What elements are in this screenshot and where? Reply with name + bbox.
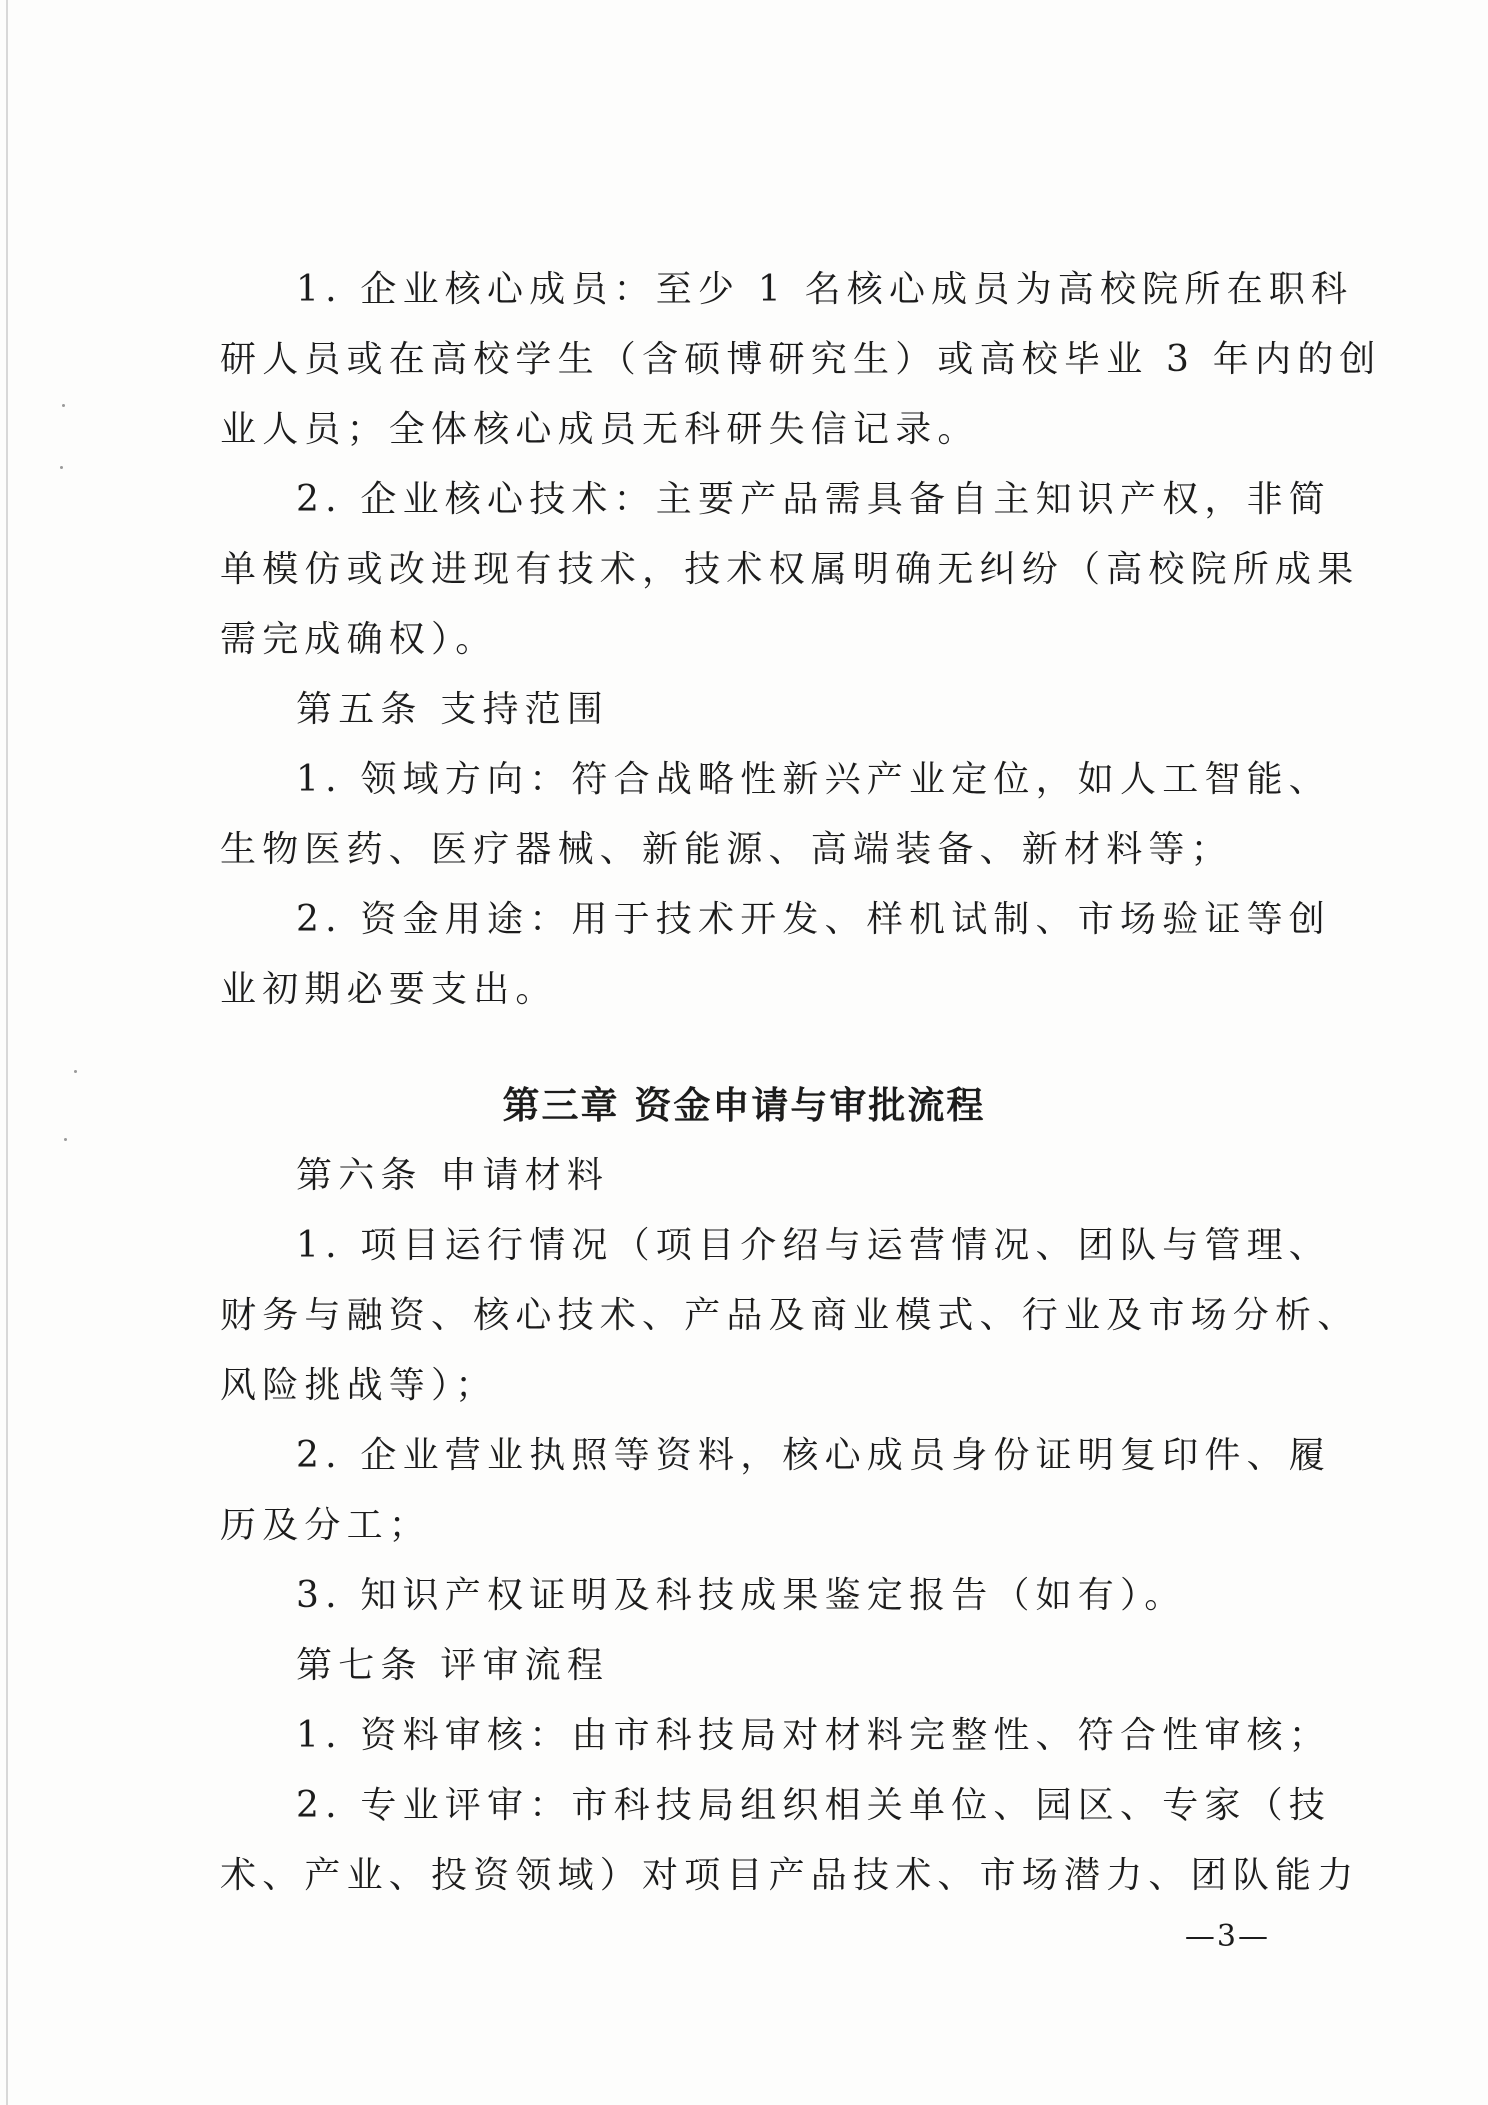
paragraph-line: 2. 资金用途：用于技术开发、样机试制、市场验证等创 <box>296 899 1331 940</box>
paragraph-line: 3. 知识产权证明及科技成果鉴定报告（如有）。 <box>296 1575 1187 1616</box>
paragraph-line: 1. 企业核心成员：至少 1 名核心成员为高校院所在职科 <box>296 269 1354 310</box>
scan-speck <box>62 404 65 407</box>
scan-edge-shadow <box>6 0 8 2105</box>
paragraph-line: 1. 资料审核：由市科技局对材料完整性、符合性审核； <box>296 1715 1331 1756</box>
chapter-heading: 第三章 资金申请与审批流程 <box>502 1084 986 1127</box>
paragraph-line: 生物医药、医疗器械、新能源、高端装备、新材料等； <box>220 829 1233 870</box>
paragraph-line: 单模仿或改进现有技术，技术权属明确无纠纷（高校院所成果 <box>220 549 1360 590</box>
paragraph-line: 2. 企业核心技术：主要产品需具备自主知识产权，非简 <box>296 479 1331 520</box>
article-heading: 第七条 评审流程 <box>296 1645 610 1686</box>
page-number: —3— <box>1184 1919 1270 1954</box>
paragraph-line: 业人员；全体核心成员无科研失信记录。 <box>220 409 980 450</box>
paragraph-line: 历及分工； <box>220 1505 432 1546</box>
paragraph-line: 1. 项目运行情况（项目介绍与运营情况、团队与管理、 <box>296 1225 1331 1266</box>
scan-speck <box>74 1070 77 1073</box>
paragraph-line: 术、产业、投资领域）对项目产品技术、市场潜力、团队能力 <box>220 1855 1360 1896</box>
paragraph-line: 需完成确权）。 <box>220 619 498 660</box>
paragraph-line: 2. 企业营业执照等资料，核心成员身份证明复印件、履 <box>296 1435 1331 1476</box>
scan-speck <box>60 466 63 469</box>
article-heading: 第六条 申请材料 <box>296 1155 610 1196</box>
scan-speck <box>64 1138 67 1141</box>
paragraph-line: 财务与融资、核心技术、产品及商业模式、行业及市场分析、 <box>220 1295 1360 1336</box>
paragraph-line: 业初期必要支出。 <box>220 969 558 1010</box>
paragraph-line: 1. 领域方向：符合战略性新兴产业定位，如人工智能、 <box>296 759 1331 800</box>
paragraph-line: 风险挑战等）； <box>220 1365 498 1406</box>
paragraph-line: 2. 专业评审：市科技局组织相关单位、园区、专家（技 <box>296 1785 1331 1826</box>
paragraph-line: 研人员或在高校学生（含硕博研究生）或高校毕业 3 年内的创 <box>220 339 1382 380</box>
article-heading: 第五条 支持范围 <box>296 689 610 730</box>
